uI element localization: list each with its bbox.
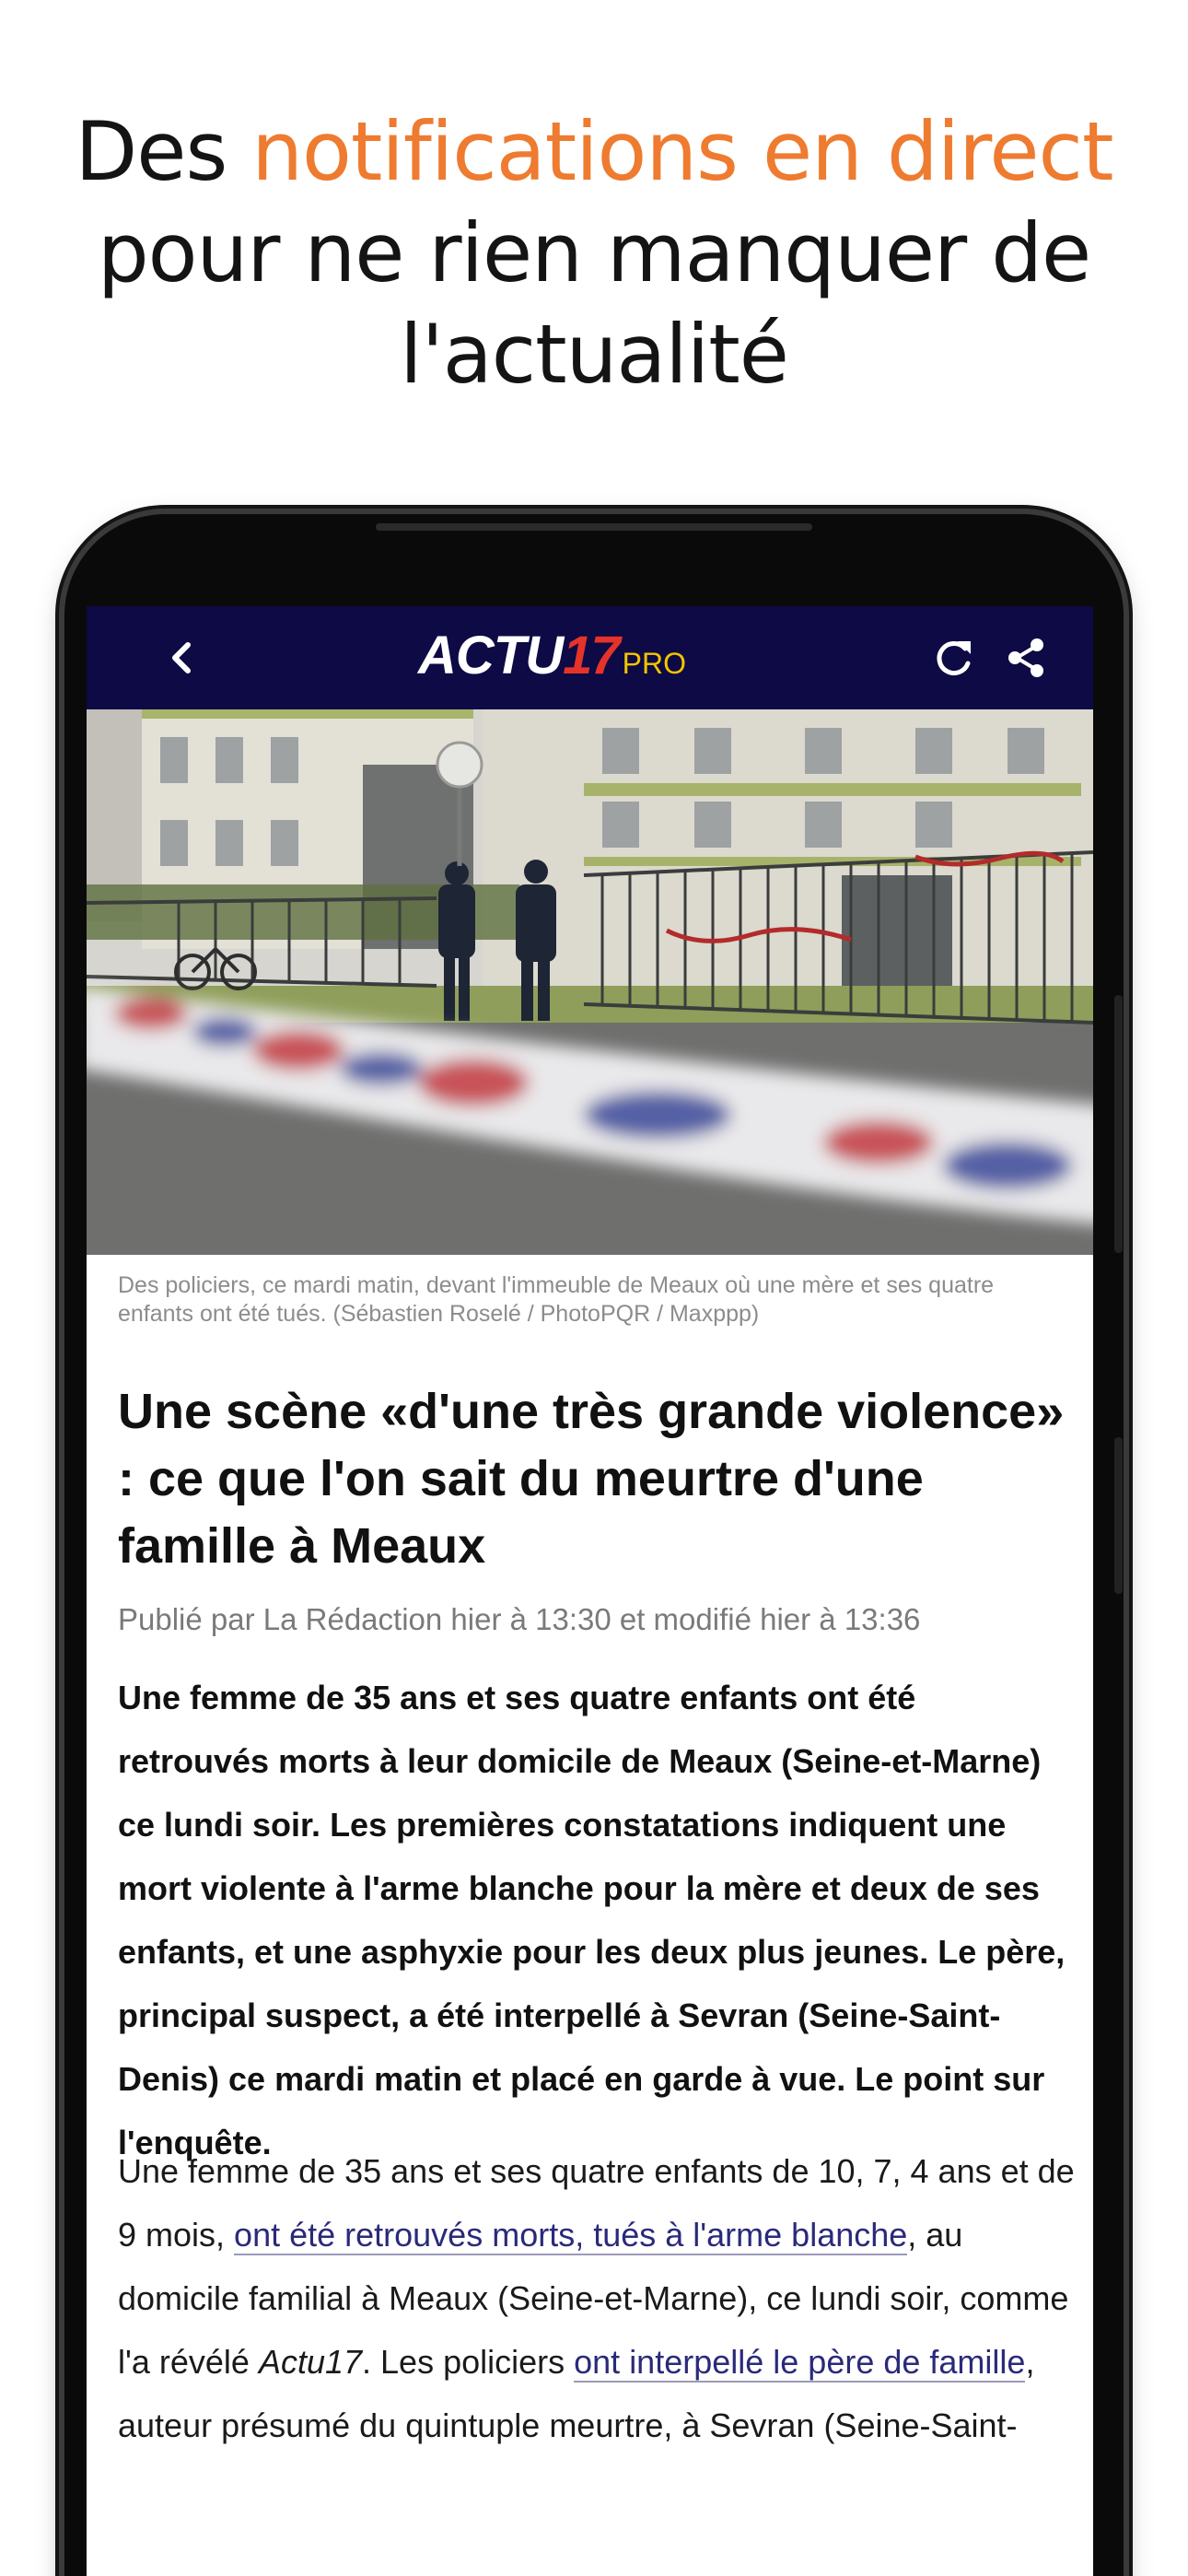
logo-pro: PRO (622, 647, 686, 680)
share-button[interactable] (996, 628, 1055, 687)
body-text-1: Une femme de 35 ans et ses quatre enfants de 10, 7, 4 ans et de 9 mois, (118, 2152, 1075, 2254)
link-retrouves-morts[interactable]: ont été retrouvés morts, tués à l'arme blanche (234, 2216, 908, 2254)
share-icon (996, 628, 1055, 687)
photo-scene-illustration (87, 709, 1093, 1255)
phone-power-button (1114, 1437, 1123, 1594)
headline-accent: notifications en direct (251, 104, 1113, 199)
refresh-icon (925, 628, 984, 687)
article-body (118, 2139, 1076, 2457)
headline-prefix: Des (75, 104, 252, 199)
article-lead: Une femme de 35 ans et ses quatre enfants ont été retrouvés morts à leur domicile de Meaux (Seine-et-Marne) ce lundi soir. Les premières constatations indiquent une mort violente à l'arme blanche pour la mère et deux de ses enfants, et une asphyxie pour les deux plus jeunes. Le père, principal suspect, a été interpellé à Sevran (Seine-Saint-Denis) ce mardi matin et placé en garde à vue. Le point sur l'enquête. (118, 1679, 1066, 2161)
logo-number: 17 (563, 626, 619, 685)
body-source: Actu17 (258, 2343, 363, 2381)
phone-screen (87, 606, 1093, 2576)
article-title: Une scène «d'une très grande violence» : ce que l'on sait du meurtre d'une famille à Meaux (118, 1384, 1065, 1574)
headline-line-1 (0, 101, 1188, 203)
phone-volume-button (1114, 995, 1123, 1253)
chevron-left-icon (153, 628, 212, 687)
headline-line-2: pour ne rien manquer de (97, 205, 1091, 300)
promo-headline (0, 101, 1188, 405)
link-interpelle-pere[interactable]: ont interpellé le père de famille (574, 2343, 1026, 2381)
app-bar (87, 606, 1093, 709)
body-text-2: , au domicile familial à Meaux (Seine-et-Marne), ce lundi soir, comme l'a révélé (118, 2216, 1069, 2381)
logo-actu: ACTU (418, 626, 564, 685)
headline-line-3: l'actualité (400, 307, 788, 402)
back-button[interactable] (153, 628, 212, 687)
app-logo (418, 625, 686, 691)
body-text-3: . Les policiers (362, 2343, 575, 2381)
photo-caption: Des policiers, ce mardi matin, devant l'immeuble de Meaux où une mère et ses quatre enfants ont été tués. (Sébastien Roselé / PhotoPQR / Maxppp) (118, 1272, 995, 1327)
article-photo (87, 709, 1093, 1255)
body-text-4: , auteur présumé du quintuple meurtre, à Sevran (Seine-Saint- (118, 2343, 1035, 2444)
phone-speaker (376, 523, 812, 531)
refresh-button[interactable] (925, 628, 984, 687)
article-meta: Publié par La Rédaction hier à 13:30 et modifié hier à 13:36 (118, 1602, 921, 1636)
